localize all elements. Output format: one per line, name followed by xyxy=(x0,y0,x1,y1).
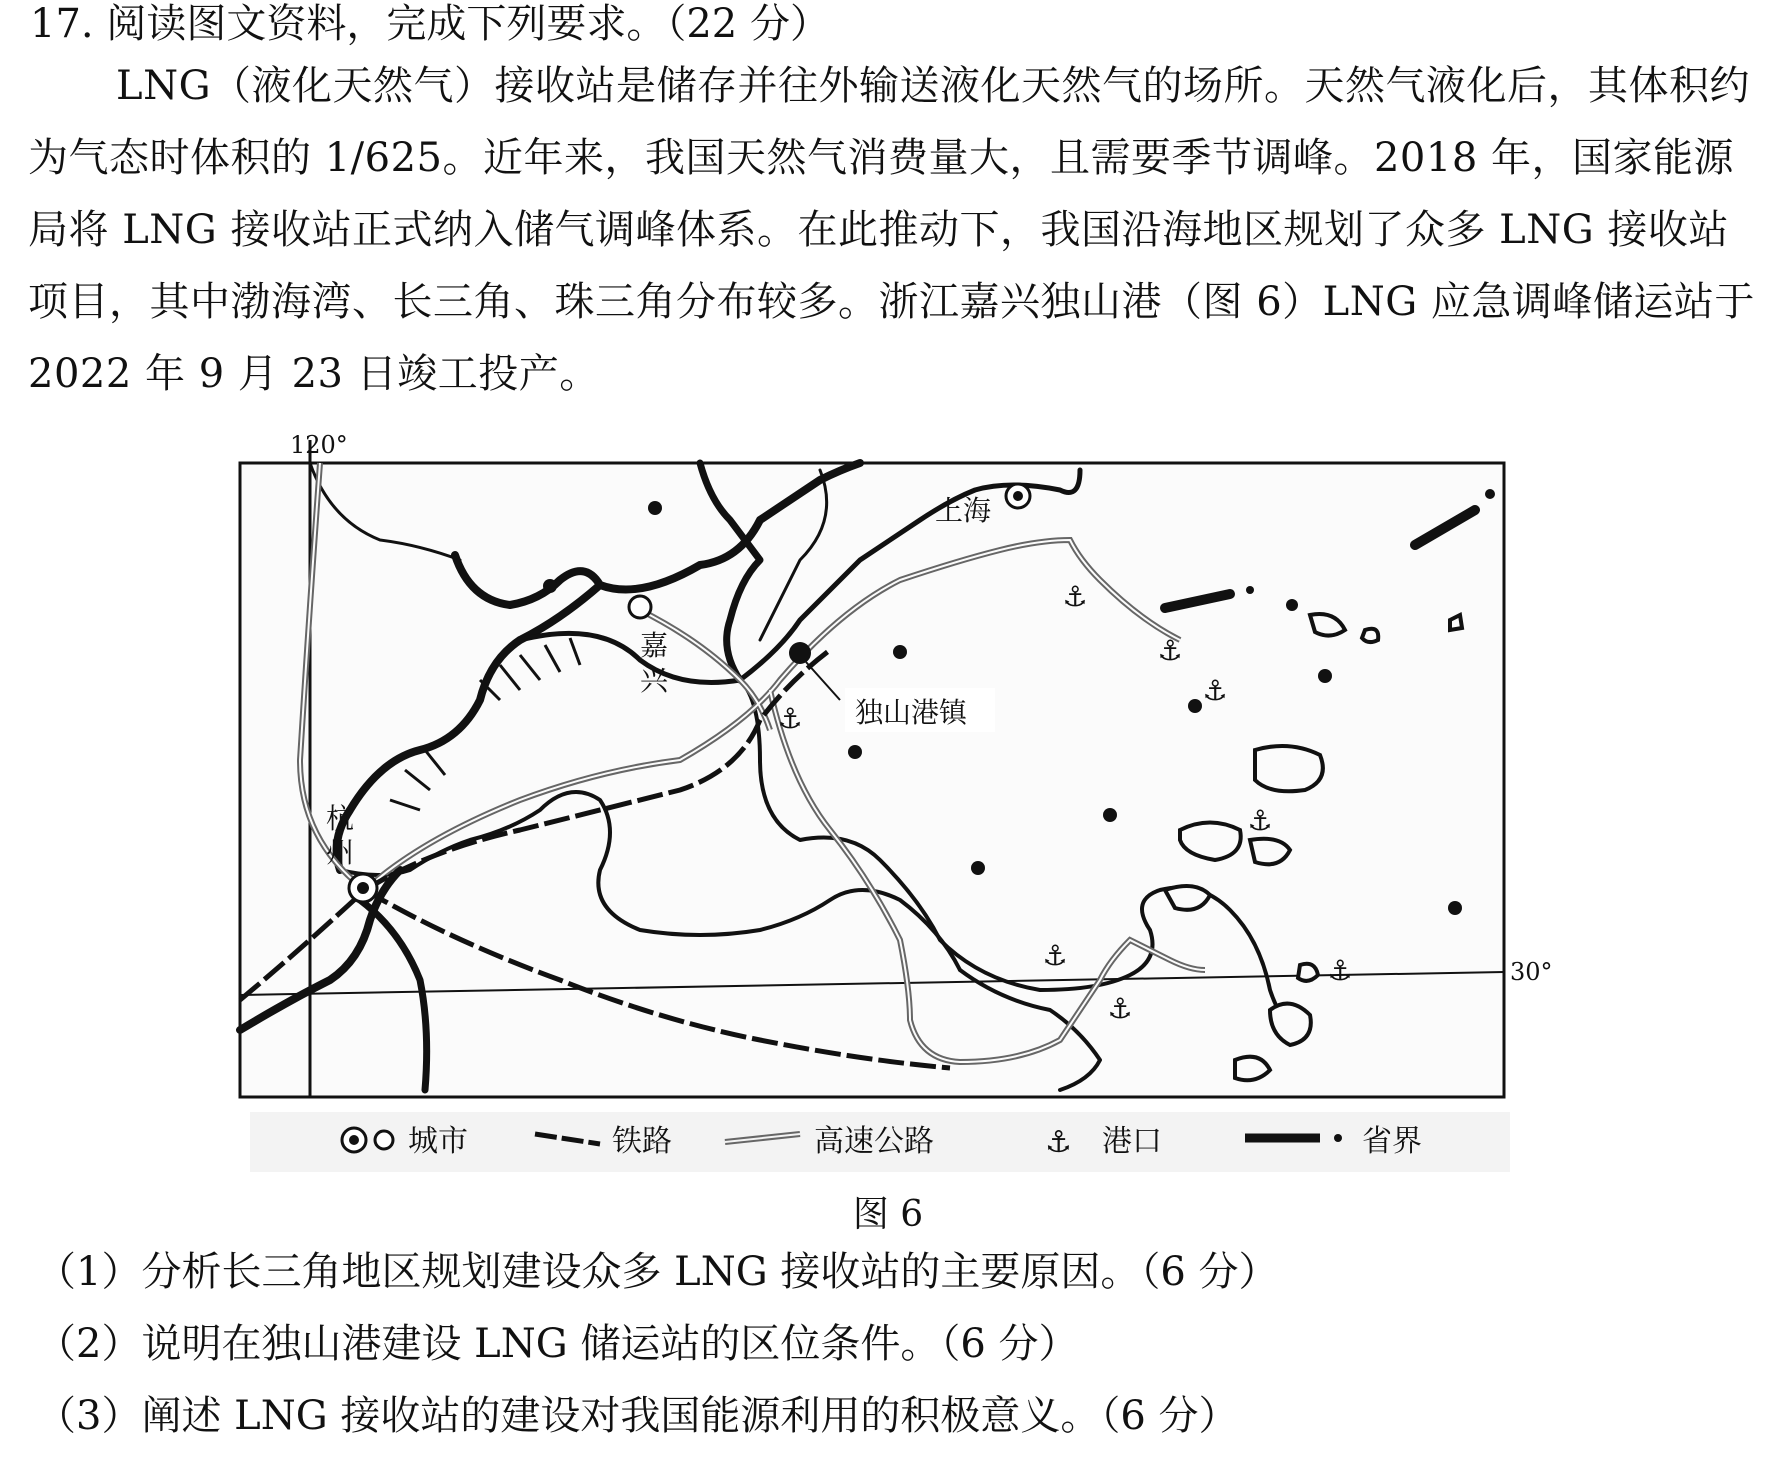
longitude-120-label: 120° xyxy=(290,431,348,459)
sub-question-1: （1）分析长三角地区规划建设众多 LNG 接收站的主要原因。（6 分） xyxy=(36,1249,1279,1295)
question-header: 17. 阅读图文资料，完成下列要求。（22 分） xyxy=(30,1,830,47)
question-paragraph xyxy=(28,50,1768,410)
label-jiaxing-2: 兴 xyxy=(640,664,669,697)
legend-port-label: 港口 xyxy=(1102,1124,1162,1159)
legend-province-label: 省界 xyxy=(1362,1124,1422,1159)
port-icon: ⚓ xyxy=(1042,939,1068,972)
legend-port-icon: ⚓ xyxy=(1045,1125,1072,1160)
legend xyxy=(250,1112,1510,1172)
figure-caption: 图 6 xyxy=(852,1194,924,1235)
label-jiaxing-1: 嘉 xyxy=(640,629,669,662)
label-dushangang: 独山港镇 xyxy=(855,696,968,729)
legend-railway-label: 铁路 xyxy=(612,1124,672,1159)
port-icon: ⚓ xyxy=(1107,992,1133,1025)
port-icon: ⚓ xyxy=(1202,674,1228,707)
sub-question-3: （3）阐述 LNG 接收站的建设对我国能源利用的积极意义。（6 分） xyxy=(36,1393,1239,1439)
label-hangzhou-2: 州 xyxy=(326,836,355,869)
port-icon: ⚓ xyxy=(1247,804,1273,837)
figure-map xyxy=(0,420,1776,1180)
legend-port xyxy=(1045,1124,1162,1160)
label-hangzhou-1: 杭 xyxy=(326,802,355,835)
port-icon: ⚓ xyxy=(1062,580,1088,613)
latitude-30-label: 30° xyxy=(1510,958,1553,986)
sub-question-2: （2）说明在独山港建设 LNG 储运站的区位条件。（6 分） xyxy=(36,1321,1079,1367)
paragraph-text: LNG（液化天然气）接收站是储存并往外输送液化天然气的场所。天然气液化后，其体积约为气态时体积的 1/625。近年来，我国天然气消费量大，且需要季节调峰。2018 年，国家能源局将 LNG 接收站正式纳入储气调峰体系。在此推动下，我国沿海地区规划了众多 LNG 接收站项目，其中渤海湾、长三角、珠三角分布较多。浙江嘉兴独山港（图 6）LNG 应急调峰储运站于 2022 年 9 月 23 日竣工投产。 xyxy=(28,63,1755,397)
label-shanghai: 上海 xyxy=(935,494,992,527)
port-icon: ⚓ xyxy=(1157,634,1183,667)
legend-highway-label: 高速公路 xyxy=(814,1124,934,1159)
legend-city-label: 城市 xyxy=(408,1124,468,1159)
port-icon: ⚓ xyxy=(1327,954,1353,987)
port-icon: ⚓ xyxy=(777,702,803,735)
